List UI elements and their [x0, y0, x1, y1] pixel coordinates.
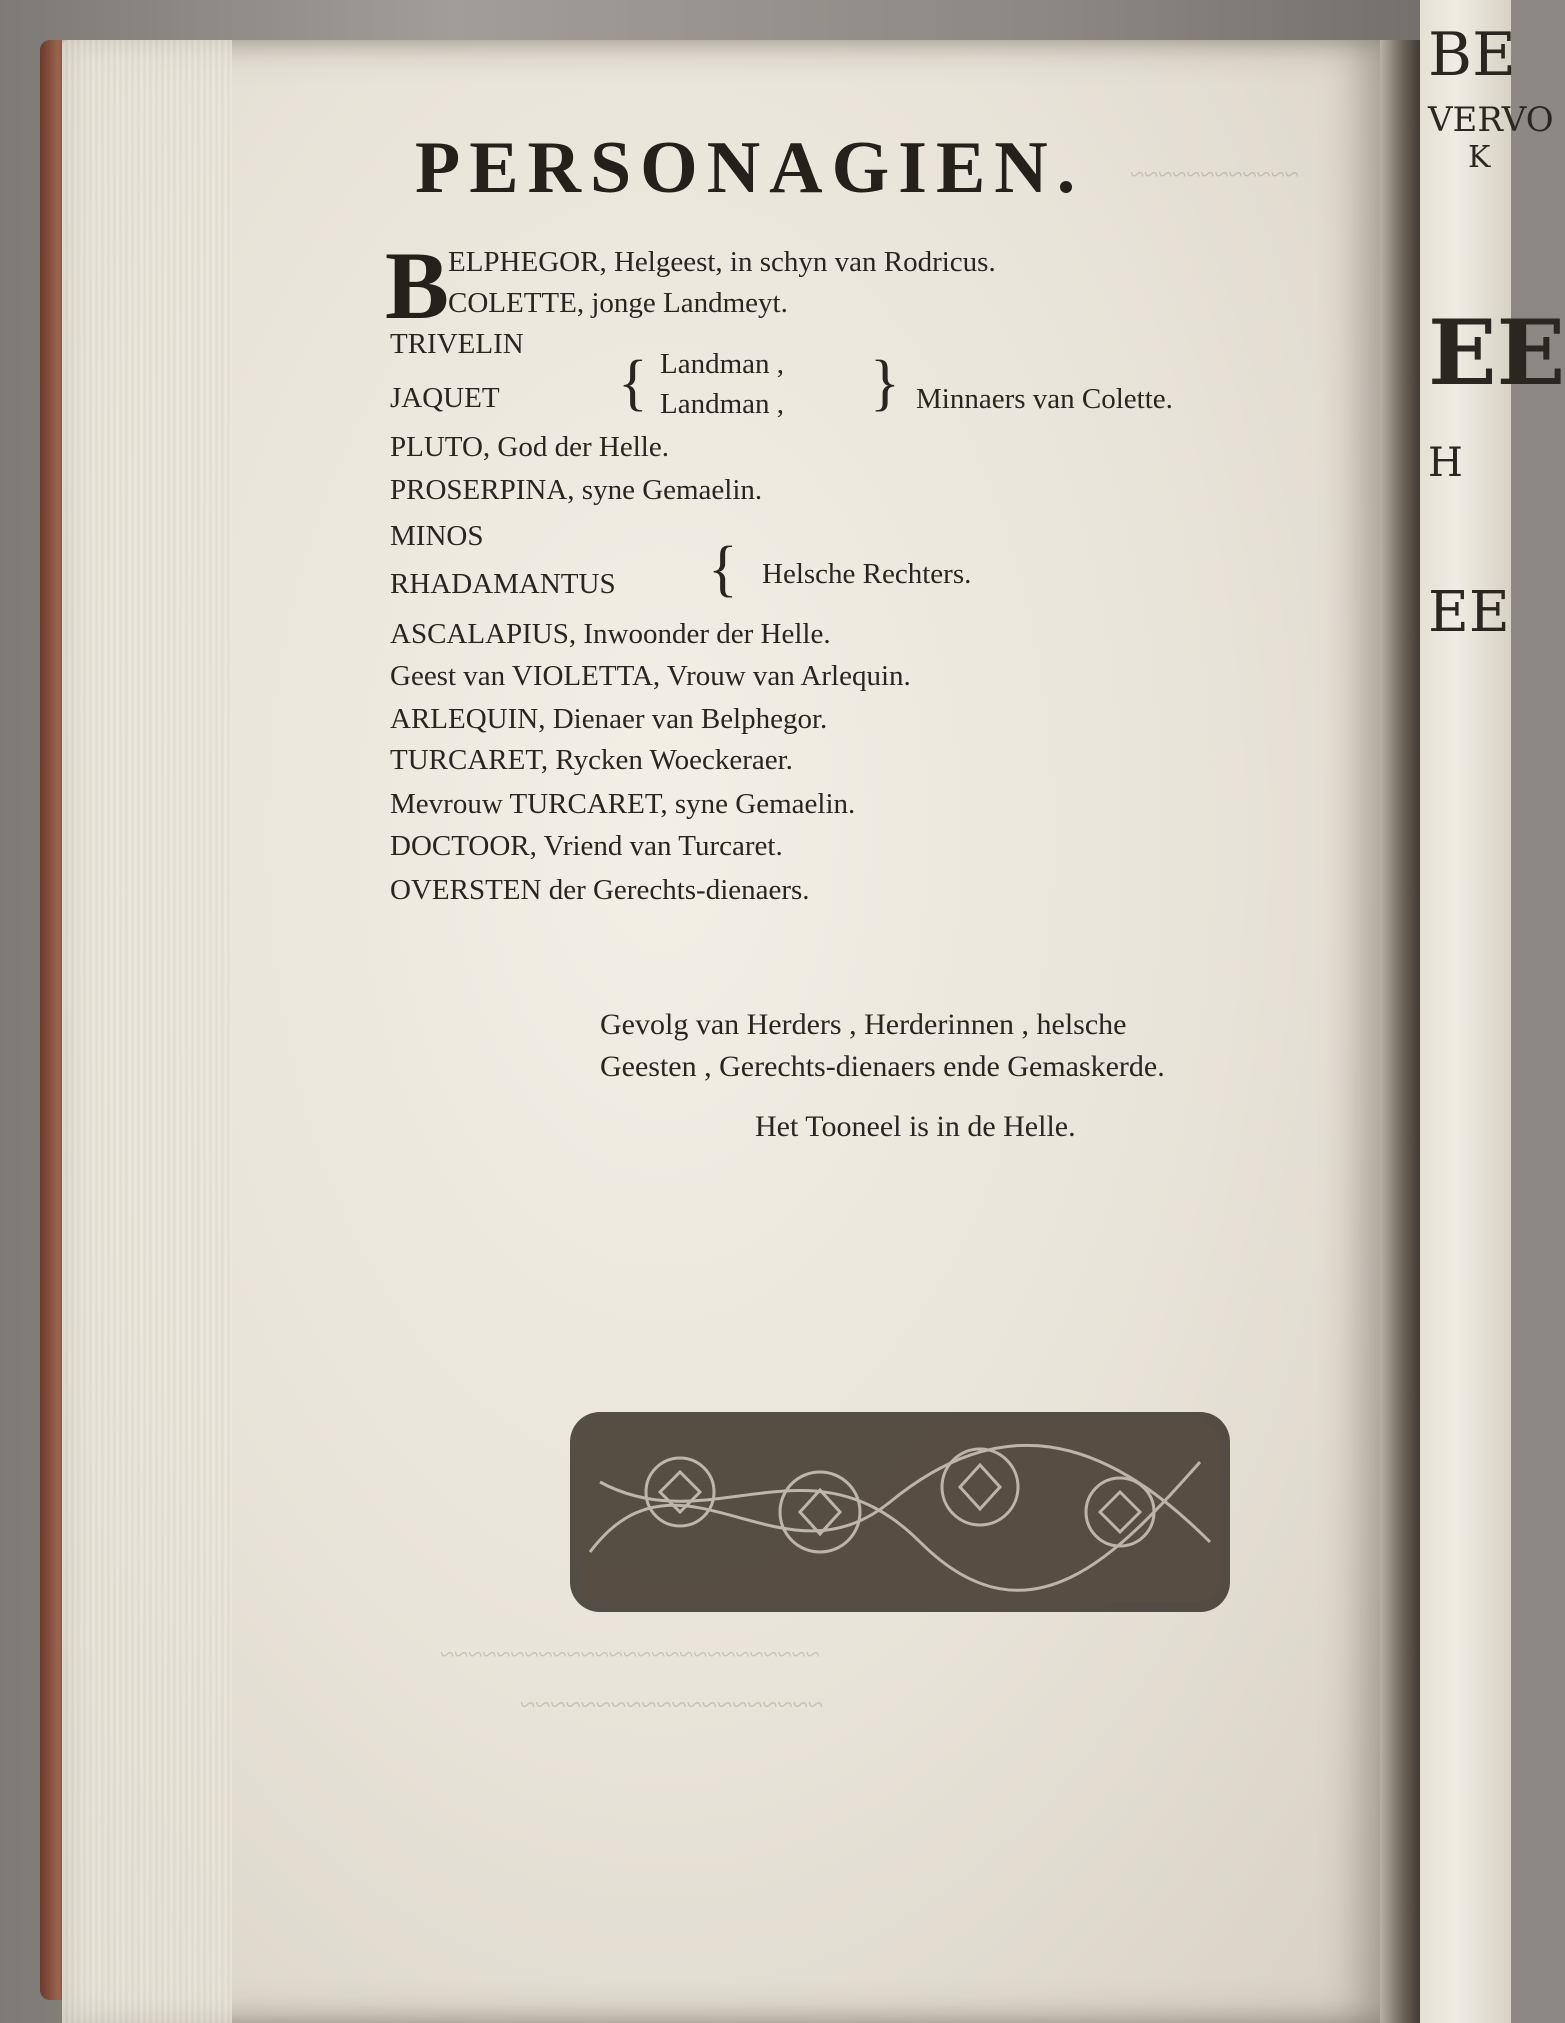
retinue-line: Gevolg van Herders , Herderinnen , helsche: [600, 1008, 1127, 1041]
character-name: Mevrouw TURCARET: [390, 788, 661, 820]
character-description: Landman ,: [660, 348, 785, 380]
character-entry: [390, 660, 911, 693]
brace-right: }: [870, 349, 900, 417]
character-description: Landman ,: [660, 388, 785, 420]
bleed-through-text: ~~~~~~~~~~~~: [1130, 160, 1299, 189]
character-description: , jonge Landmeyt.: [576, 287, 788, 319]
character-description: der Gerechts-dienaers.: [548, 874, 810, 906]
character-description: , God der Helle.: [482, 431, 669, 463]
character-name: TURCARET: [390, 744, 541, 776]
character-name: DOCTOOR: [390, 830, 530, 862]
character-entry: [390, 618, 831, 651]
character-entry: [390, 520, 483, 553]
character-entry: [390, 874, 810, 907]
character-entry: [390, 703, 827, 736]
floral-ornament: [560, 1392, 1260, 1632]
lovers-label: Minnaers van Colette.: [916, 383, 1173, 415]
character-name: COLETTE: [448, 287, 577, 319]
character-name: RHADAMANTUS: [390, 568, 616, 600]
character-description: , syne Gemaelin.: [660, 788, 856, 820]
character-description: , Vriend van Turcaret.: [529, 830, 783, 862]
drop-cap: B: [385, 232, 450, 339]
character-name: ASCALAPIUS: [390, 618, 569, 650]
character-entry: [390, 568, 616, 601]
brace-left: {: [708, 535, 738, 603]
character-entry: [390, 744, 793, 777]
character-description: , Dienaer van Belphegor.: [538, 703, 828, 735]
facing-text: VERVO: [1428, 100, 1554, 140]
facing-page: [1420, 0, 1565, 2023]
character-description: , Helgeest, in schyn van Rodricus.: [599, 246, 996, 278]
character-name: PROSERPINA: [390, 474, 568, 506]
bleed-through-text: ~~~~~~~~~~~~~~~~~~~~~~~~~~~: [440, 1640, 820, 1669]
character-entry: [390, 431, 669, 464]
book-gutter: [1380, 40, 1420, 2023]
character-description: , Inwoonder der Helle.: [568, 618, 831, 650]
page-title: PERSONAGIEN.: [415, 127, 1085, 209]
character-entry: [390, 474, 762, 507]
character-entry: [390, 830, 783, 863]
brace-left: {: [618, 349, 648, 417]
character-entry: [390, 328, 524, 361]
facing-text: H: [1428, 440, 1463, 486]
character-name: Geest van VIOLETTA: [390, 660, 653, 692]
character-name: ELPHEGOR: [448, 246, 600, 278]
page-stack-edge: [62, 40, 232, 2023]
scene-note: Het Tooneel is in de Helle.: [755, 1110, 1076, 1143]
character-entry: [390, 788, 855, 821]
character-name: JAQUET: [390, 382, 500, 414]
facing-text: EE: [1428, 300, 1565, 406]
character-name: ARLEQUIN: [390, 703, 539, 735]
character-description: , syne Gemaelin.: [567, 474, 763, 506]
facing-text: BE: [1428, 20, 1516, 90]
character-description: , Vrouw van Arlequin.: [652, 660, 911, 692]
character-name: TRIVELIN: [390, 328, 524, 360]
retinue-line: Geesten , Gerechts-dienaers ende Gemaskerde.: [600, 1050, 1165, 1083]
facing-text: EE: [1428, 580, 1510, 645]
bleed-through-text: ~~~~~~~~~~~~~~~~~~~~: [520, 1690, 823, 1721]
character-description: , Rycken Woeckeraer.: [540, 744, 793, 776]
character-name: PLUTO: [390, 431, 483, 463]
character-entry: [448, 287, 788, 320]
character-name: MINOS: [390, 520, 484, 552]
facing-text: K: [1468, 140, 1491, 175]
character-name: OVERSTEN: [390, 874, 542, 906]
character-entry: [390, 382, 500, 415]
character-entry: [448, 246, 996, 279]
character-description: Helsche Rechters.: [762, 558, 972, 590]
